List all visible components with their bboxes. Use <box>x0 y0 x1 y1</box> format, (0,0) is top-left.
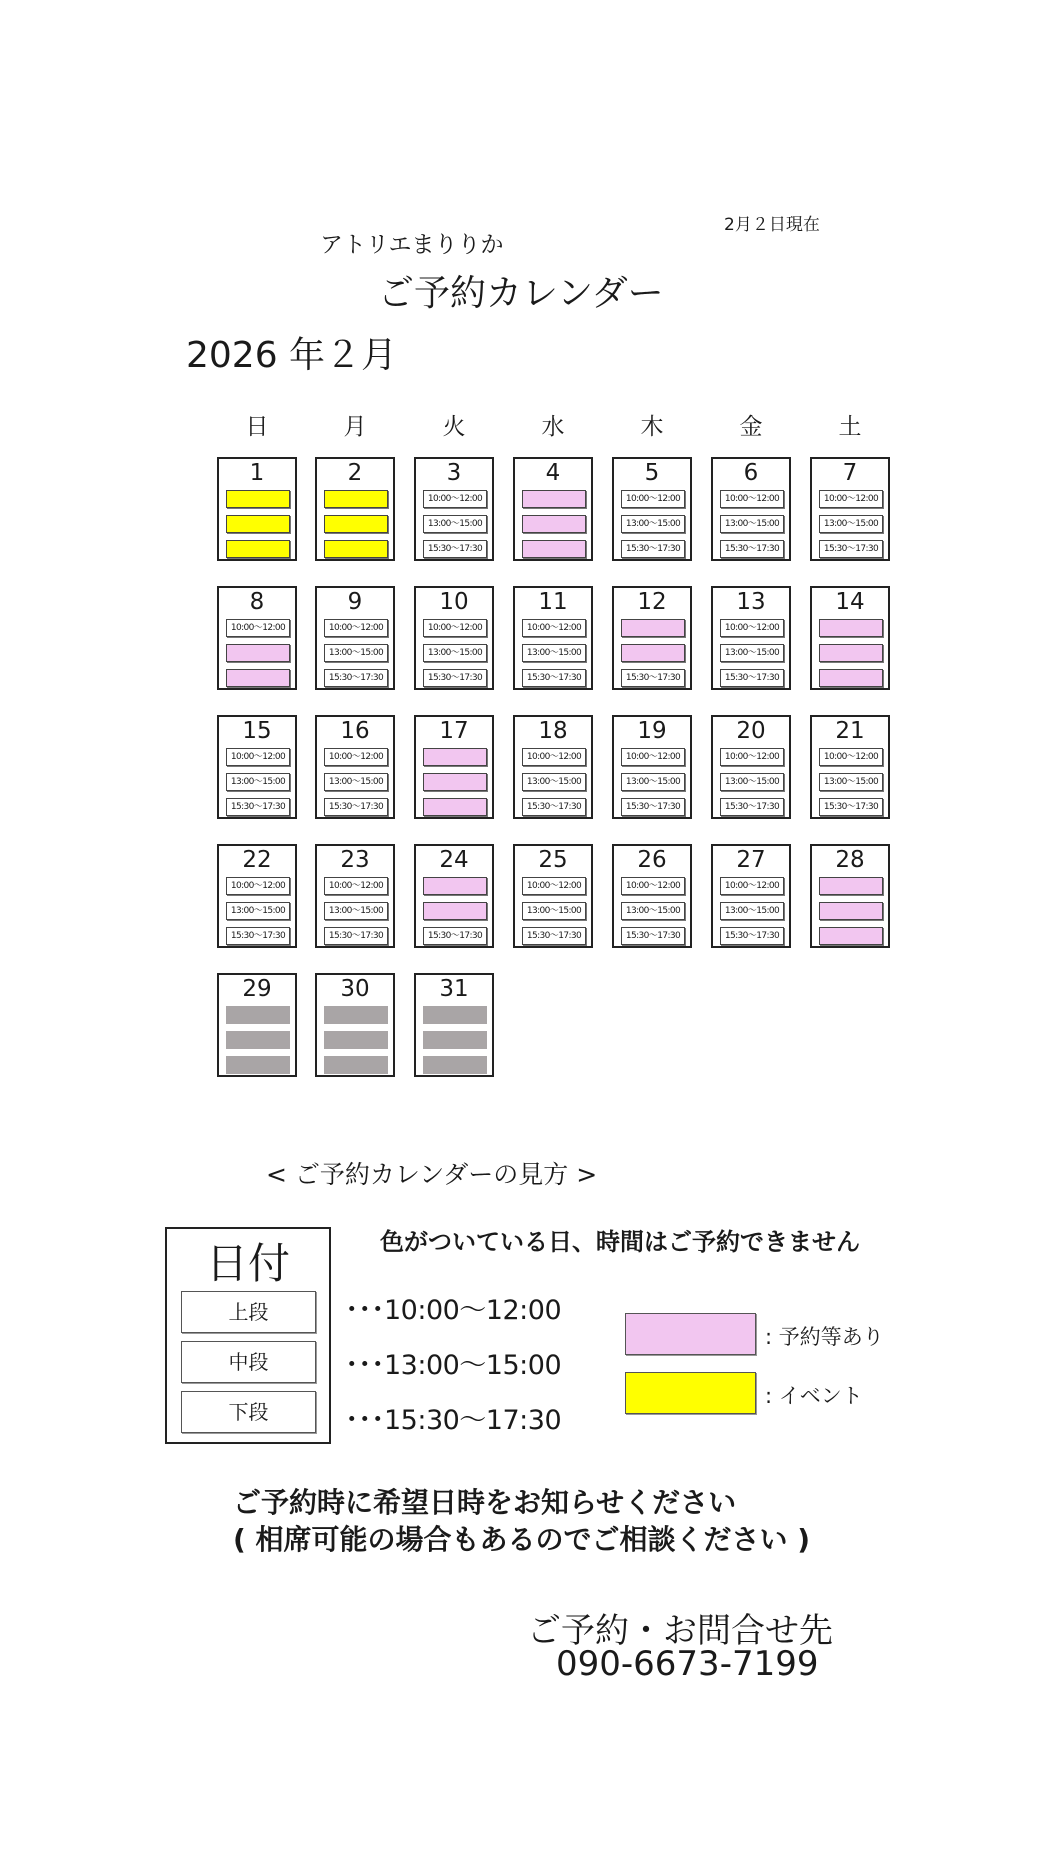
calendar-day-cell[interactable] <box>414 973 494 1077</box>
time-slot-open[interactable]: 10:00～12:00 <box>423 619 487 637</box>
time-slot-open[interactable]: 15:30～17:30 <box>226 927 290 945</box>
day-number: 7 <box>842 460 858 486</box>
calendar-day-cell[interactable] <box>513 457 593 561</box>
time-slot-closed <box>423 1006 487 1024</box>
month-label: 2026 年２月 <box>186 335 398 376</box>
calendar-day-cell[interactable] <box>217 844 297 948</box>
time-slot-booked <box>226 669 290 687</box>
legend-date-box <box>165 1227 331 1444</box>
calendar-day-cell[interactable] <box>612 715 692 819</box>
day-number: 22 <box>242 847 272 873</box>
time-slot-open[interactable]: 13:00～15:00 <box>522 902 586 920</box>
legend-row-bottom: 下段 <box>181 1391 316 1433</box>
contact-label: ご予約・お問合せ先 <box>527 1611 833 1651</box>
legend-row-top: 上段 <box>181 1291 316 1333</box>
calendar-day-cell[interactable] <box>711 457 791 561</box>
time-slot-open[interactable]: 15:30～17:30 <box>324 669 388 687</box>
calendar-day-cell[interactable] <box>612 586 692 690</box>
time-slot-event <box>226 515 290 533</box>
time-slot-event <box>324 515 388 533</box>
legend-heading: < ご予約カレンダーの見方 > <box>266 1160 598 1189</box>
event-swatch <box>625 1372 756 1414</box>
time-slot-closed <box>324 1031 388 1049</box>
time-slot-booked <box>819 927 883 945</box>
time-slot-open[interactable]: 15:30～17:30 <box>522 669 586 687</box>
time-slot-open[interactable]: 15:30～17:30 <box>720 540 784 558</box>
weekday-label: 水 <box>541 414 565 440</box>
calendar-day-cell[interactable] <box>711 586 791 690</box>
time-slot-booked <box>226 644 290 662</box>
time-slot-open[interactable]: 13:00～15:00 <box>226 902 290 920</box>
calendar-day-cell[interactable] <box>810 457 890 561</box>
time-slot-open[interactable]: 13:00～15:00 <box>423 515 487 533</box>
day-number: 8 <box>249 589 265 615</box>
calendar-day-cell[interactable] <box>315 457 395 561</box>
time-slot-open[interactable]: 15:30～17:30 <box>324 927 388 945</box>
time-slot-open[interactable]: 10:00～12:00 <box>720 619 784 637</box>
time-slot-open[interactable]: 15:30～17:30 <box>522 798 586 816</box>
booked-swatch <box>625 1313 756 1355</box>
calendar-day-cell[interactable] <box>315 844 395 948</box>
time-slot-booked <box>819 619 883 637</box>
day-number: 11 <box>538 589 568 615</box>
time-slot-open[interactable]: 13:00～15:00 <box>324 902 388 920</box>
day-number: 17 <box>439 718 469 744</box>
time-slot-booked <box>522 515 586 533</box>
time-slot-open[interactable]: 10:00～12:00 <box>226 619 290 637</box>
time-slot-booked <box>819 669 883 687</box>
time-slot-open[interactable]: 10:00～12:00 <box>522 619 586 637</box>
time-slot-open[interactable]: 10:00～12:00 <box>226 877 290 895</box>
time-slot-closed <box>423 1031 487 1049</box>
day-number: 15 <box>242 718 272 744</box>
time-slot-open[interactable]: 15:30～17:30 <box>621 669 685 687</box>
legend-time-bottom: ･･･15:30～17:30 <box>345 1405 562 1436</box>
calendar-day-cell[interactable] <box>513 586 593 690</box>
day-number: 3 <box>446 460 462 486</box>
day-number: 28 <box>835 847 865 873</box>
day-number: 29 <box>242 976 272 1002</box>
time-slot-booked <box>423 877 487 895</box>
time-slot-open[interactable]: 15:30～17:30 <box>423 927 487 945</box>
calendar-day-cell[interactable] <box>414 844 494 948</box>
time-slot-open[interactable]: 15:30～17:30 <box>720 669 784 687</box>
calendar-day-cell[interactable] <box>414 715 494 819</box>
time-slot-open[interactable]: 10:00～12:00 <box>522 877 586 895</box>
day-number: 13 <box>736 589 766 615</box>
day-number: 24 <box>439 847 469 873</box>
time-slot-closed <box>324 1056 388 1074</box>
time-slot-booked <box>423 902 487 920</box>
time-slot-open[interactable]: 10:00～12:00 <box>819 748 883 766</box>
time-slot-closed <box>226 1031 290 1049</box>
booked-label: : 予約等あり <box>765 1325 884 1349</box>
calendar-day-cell[interactable] <box>711 715 791 819</box>
calendar-day-cell[interactable] <box>315 973 395 1077</box>
calendar-day-cell[interactable] <box>414 586 494 690</box>
time-slot-open[interactable]: 10:00～12:00 <box>720 748 784 766</box>
time-slot-booked <box>522 490 586 508</box>
as-of-date: 2月２日現在 <box>724 215 820 235</box>
day-number: 19 <box>637 718 667 744</box>
time-slot-open[interactable]: 10:00～12:00 <box>324 748 388 766</box>
day-number: 25 <box>538 847 568 873</box>
weekday-label: 日 <box>245 414 269 440</box>
reservation-notice: ご予約時に希望日時をお知らせください <box>233 1486 737 1519</box>
time-slot-open[interactable]: 13:00～15:00 <box>720 515 784 533</box>
time-slot-open[interactable]: 15:30～17:30 <box>522 927 586 945</box>
day-number: 10 <box>439 589 469 615</box>
legend-time-middle: ･･･13:00～15:00 <box>345 1350 562 1381</box>
time-slot-open[interactable]: 15:30～17:30 <box>621 540 685 558</box>
time-slot-open[interactable]: 13:00～15:00 <box>720 902 784 920</box>
weekday-label: 木 <box>640 414 664 440</box>
time-slot-open[interactable]: 13:00～15:00 <box>226 773 290 791</box>
time-slot-open[interactable]: 13:00～15:00 <box>522 773 586 791</box>
time-slot-open[interactable]: 15:30～17:30 <box>423 669 487 687</box>
time-slot-open[interactable]: 13:00～15:00 <box>621 515 685 533</box>
calendar-day-cell[interactable] <box>513 844 593 948</box>
time-slot-open[interactable]: 13:00～15:00 <box>819 773 883 791</box>
time-slot-booked <box>621 644 685 662</box>
time-slot-closed <box>423 1056 487 1074</box>
time-slot-open[interactable]: 15:30～17:30 <box>423 540 487 558</box>
calendar-day-cell[interactable] <box>810 586 890 690</box>
calendar-day-cell[interactable] <box>711 844 791 948</box>
time-slot-booked <box>819 902 883 920</box>
time-slot-booked <box>819 877 883 895</box>
weekday-label: 月 <box>343 414 367 440</box>
time-slot-open[interactable]: 15:30～17:30 <box>720 927 784 945</box>
time-slot-open[interactable]: 15:30～17:30 <box>226 798 290 816</box>
contact-phone[interactable]: 090-6673-7199 <box>556 1644 819 1684</box>
time-slot-booked <box>423 773 487 791</box>
studio-name: アトリエまりりか <box>320 232 504 258</box>
weekday-label: 土 <box>838 414 862 440</box>
time-slot-open[interactable]: 13:00～15:00 <box>819 515 883 533</box>
event-label: : イベント <box>765 1384 863 1408</box>
weekday-label: 金 <box>739 414 763 440</box>
calendar-day-cell[interactable] <box>315 715 395 819</box>
time-slot-open[interactable]: 10:00～12:00 <box>621 877 685 895</box>
page-title: ご予約カレンダー <box>378 273 664 314</box>
time-slot-open[interactable]: 13:00～15:00 <box>621 902 685 920</box>
day-number: 16 <box>340 718 370 744</box>
calendar-day-cell[interactable] <box>612 844 692 948</box>
day-number: 30 <box>340 976 370 1002</box>
day-number: 12 <box>637 589 667 615</box>
day-number: 21 <box>835 718 865 744</box>
legend-row-middle: 中段 <box>181 1341 316 1383</box>
calendar-day-cell[interactable] <box>513 715 593 819</box>
time-slot-event <box>226 540 290 558</box>
day-number: 9 <box>347 589 363 615</box>
time-slot-booked <box>423 798 487 816</box>
calendar-day-cell[interactable] <box>414 457 494 561</box>
time-slot-open[interactable]: 13:00～15:00 <box>522 644 586 662</box>
weekday-label: 火 <box>442 414 466 440</box>
day-number: 5 <box>644 460 660 486</box>
time-slot-open[interactable]: 10:00～12:00 <box>423 490 487 508</box>
day-number: 31 <box>439 976 469 1002</box>
time-slot-open[interactable]: 13:00～15:00 <box>720 644 784 662</box>
day-number: 4 <box>545 460 561 486</box>
calendar-day-cell[interactable] <box>612 457 692 561</box>
day-number: 26 <box>637 847 667 873</box>
time-slot-event <box>226 490 290 508</box>
time-slot-open[interactable]: 10:00～12:00 <box>226 748 290 766</box>
legend-time-top: ･･･10:00～12:00 <box>345 1295 562 1326</box>
time-slot-event <box>324 490 388 508</box>
calendar-day-cell[interactable] <box>217 586 297 690</box>
day-number: 6 <box>743 460 759 486</box>
day-number: 23 <box>340 847 370 873</box>
time-slot-open[interactable]: 10:00～12:00 <box>324 619 388 637</box>
calendar-day-cell[interactable] <box>217 973 297 1077</box>
calendar-day-cell[interactable] <box>217 457 297 561</box>
calendar-day-cell[interactable] <box>315 586 395 690</box>
time-slot-open[interactable]: 15:30～17:30 <box>720 798 784 816</box>
calendar-day-cell[interactable] <box>217 715 297 819</box>
legend-date-label: 日付 <box>205 1239 290 1288</box>
time-slot-open[interactable]: 10:00～12:00 <box>720 877 784 895</box>
day-number: 1 <box>249 460 265 486</box>
day-number: 18 <box>538 718 568 744</box>
time-slot-open[interactable]: 15:30～17:30 <box>324 798 388 816</box>
shared-seat-notice: ( 相席可能の場合もあるのでご相談ください ) <box>233 1523 811 1556</box>
unavailable-note: 色がついている日、時間はご予約できません <box>380 1228 860 1256</box>
time-slot-open[interactable]: 10:00～12:00 <box>621 490 685 508</box>
time-slot-open[interactable]: 15:30～17:30 <box>621 927 685 945</box>
time-slot-booked <box>522 540 586 558</box>
time-slot-open[interactable]: 10:00～12:00 <box>621 748 685 766</box>
time-slot-open[interactable]: 15:30～17:30 <box>819 798 883 816</box>
time-slot-open[interactable]: 10:00～12:00 <box>522 748 586 766</box>
time-slot-closed <box>226 1006 290 1024</box>
time-slot-open[interactable]: 13:00～15:00 <box>423 644 487 662</box>
time-slot-open[interactable]: 13:00～15:00 <box>720 773 784 791</box>
day-number: 2 <box>347 460 363 486</box>
time-slot-booked <box>423 748 487 766</box>
day-number: 27 <box>736 847 766 873</box>
calendar-day-cell[interactable] <box>810 844 890 948</box>
time-slot-open[interactable]: 13:00～15:00 <box>621 773 685 791</box>
time-slot-open[interactable]: 10:00～12:00 <box>819 490 883 508</box>
time-slot-open[interactable]: 15:30～17:30 <box>819 540 883 558</box>
day-number: 14 <box>835 589 865 615</box>
time-slot-closed <box>226 1056 290 1074</box>
time-slot-open[interactable]: 15:30～17:30 <box>621 798 685 816</box>
time-slot-open[interactable]: 10:00～12:00 <box>720 490 784 508</box>
time-slot-closed <box>324 1006 388 1024</box>
time-slot-open[interactable]: 10:00～12:00 <box>324 877 388 895</box>
time-slot-open[interactable]: 13:00～15:00 <box>324 773 388 791</box>
time-slot-booked <box>621 619 685 637</box>
day-number: 20 <box>736 718 766 744</box>
calendar-day-cell[interactable] <box>810 715 890 819</box>
time-slot-event <box>324 540 388 558</box>
time-slot-open[interactable]: 13:00～15:00 <box>324 644 388 662</box>
time-slot-booked <box>819 644 883 662</box>
